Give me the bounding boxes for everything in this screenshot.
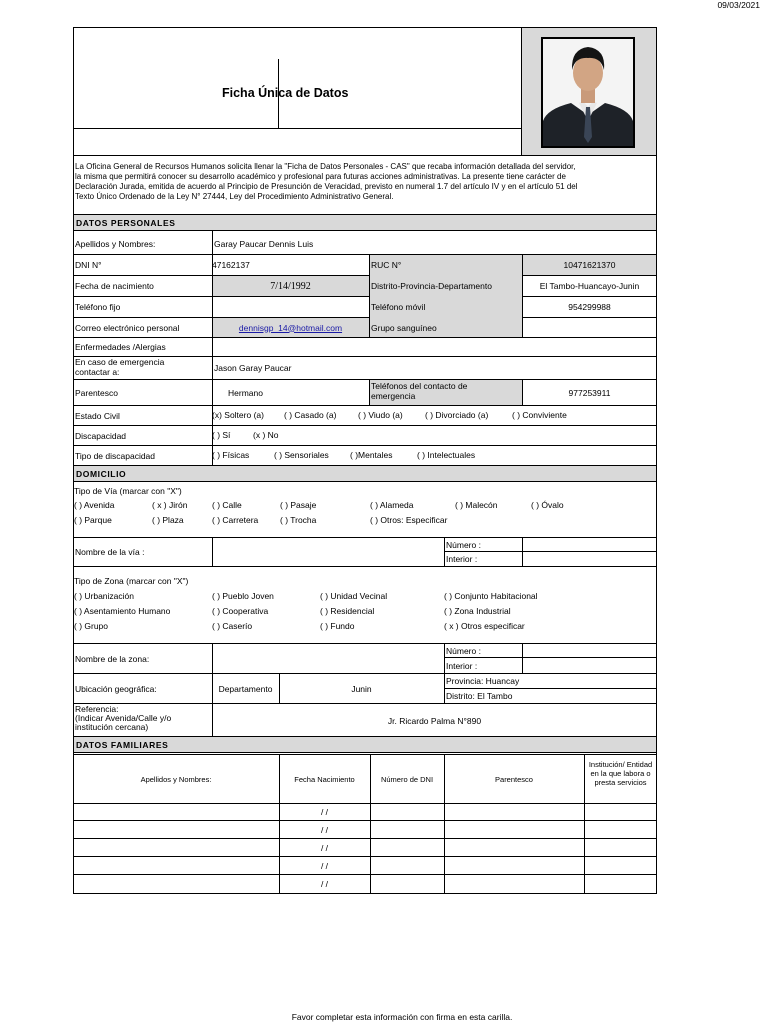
via-option[interactable]: ( ) Trocha — [280, 515, 317, 525]
family-header: Fecha Nacimiento — [294, 774, 355, 784]
reference-value: Jr. Ricardo Palma N°890 — [387, 715, 482, 726]
via-option[interactable]: ( ) Calle — [212, 500, 242, 510]
civil-option[interactable]: ( ) Casado (a) — [284, 410, 337, 420]
dni-label: DNI N° — [75, 260, 102, 270]
department-value: Junin — [351, 683, 372, 694]
zone-option[interactable]: ( ) Pueblo Joven — [212, 591, 274, 601]
disability-type-option[interactable]: ( ) Intelectuales — [417, 450, 476, 460]
disability-label: Discapacidad — [75, 430, 127, 441]
via-number-label: Número : — [446, 539, 481, 550]
print-date: 09/03/2021 — [717, 0, 760, 10]
family-date: / / — [320, 842, 329, 853]
contact-phone-label: Teléfonos del contacto de emergencia — [371, 381, 468, 401]
disability-type-option[interactable]: ( ) Sensoriales — [274, 450, 329, 460]
page-title: Ficha Única de Datos — [222, 86, 349, 100]
zone-option[interactable]: ( ) Grupo — [74, 621, 109, 631]
email-link[interactable]: dennisgp_14@hotmail.com — [238, 322, 343, 333]
family-header: Número de DNI — [380, 774, 434, 784]
dni-value: 47162137 — [212, 260, 250, 270]
civil-option[interactable]: ( ) Conviviente — [512, 410, 567, 420]
family-date: / / — [320, 807, 329, 817]
via-option[interactable]: ( ) Parque — [74, 515, 112, 525]
phone-label: Teléfono fijo — [75, 302, 121, 312]
zone-option[interactable]: ( ) Asentamiento Humano — [74, 606, 171, 616]
phone-value — [212, 297, 216, 317]
zone-option[interactable]: ( ) Cooperativa — [212, 606, 269, 616]
emergency-value: Jason Garay Paucar — [214, 363, 292, 373]
family-date: / / — [320, 824, 329, 835]
geo-district-value: Distrito: El Tambo — [446, 691, 513, 701]
zone-option[interactable]: ( x ) Otros especificar — [444, 621, 525, 631]
zone-option[interactable]: ( ) Fundo — [320, 621, 355, 631]
via-option[interactable]: ( ) Alameda — [370, 500, 414, 510]
civil-option[interactable]: (x) Soltero (a) — [212, 410, 264, 420]
zone-option[interactable]: ( ) Conjunto Habitacional — [444, 591, 538, 601]
ruc-value: 10471621370 — [563, 260, 616, 270]
via-option[interactable]: ( ) Otros: Especificar — [370, 515, 448, 525]
footer-note: Favor completar esta información con firma en esta carilla. — [291, 1012, 513, 1022]
section-domicile: DOMICILIO — [73, 465, 657, 482]
names-value: Garay Paucar Dennis Luis — [214, 239, 314, 249]
via-interior-label: Interior : — [446, 554, 478, 564]
disability-type-option[interactable]: ( ) Físicas — [212, 450, 250, 460]
civil-option[interactable]: ( ) Divorciado (a) — [425, 410, 489, 420]
email-label: Correo electrónico personal — [75, 322, 180, 333]
disability-type-label: Tipo de discapacidad — [75, 450, 156, 461]
profile-photo — [541, 37, 635, 148]
mobile-label: Teléfono móvil — [371, 302, 426, 312]
disability-type-option[interactable]: ( )Mentales — [350, 450, 393, 460]
contact-phone-value: 977253911 — [568, 387, 611, 398]
illness-label: Enfermedades /Alergias — [75, 342, 166, 352]
ruc-label: RUC N° — [371, 260, 402, 270]
reference-label: Referencia: (Indicar Avenida/Calle y/o institución cercana) — [75, 704, 172, 732]
names-label: Apellidos y Nombres: — [75, 239, 156, 249]
zone-option[interactable]: ( ) Residencial — [320, 606, 375, 616]
birth-label: Fecha de nacimiento — [75, 281, 154, 291]
zone-option[interactable]: ( ) Caserío — [212, 621, 253, 631]
disability-option[interactable]: (x ) No — [253, 430, 279, 440]
zone-name-label: Nombre de la zona: — [75, 653, 150, 664]
family-header: Institución/ Entidad en la que labora o presta servicios — [588, 760, 653, 787]
family-date: / / — [320, 879, 329, 889]
zone-number-label: Número : — [446, 645, 481, 656]
geo-label: Ubicación geográfica: — [75, 683, 157, 694]
blood-label: Grupo sanguíneo — [371, 322, 437, 333]
section-family: DATOS FAMILIARES — [73, 736, 657, 753]
relation-value: Hermano — [228, 387, 263, 398]
department-label: Departamento — [218, 683, 273, 694]
zone-type-label: Tipo de Zona (marcar con "X") — [74, 576, 189, 586]
zone-option[interactable]: ( ) Urbanización — [74, 591, 134, 601]
via-option[interactable]: ( x ) Jirón — [152, 500, 188, 510]
via-option[interactable]: ( ) Pasaje — [280, 500, 317, 510]
blood-value — [522, 318, 526, 337]
via-option[interactable]: ( ) Malecón — [455, 500, 498, 510]
section-personal: DATOS PERSONALES — [73, 214, 657, 231]
civil-label: Estado Civil — [75, 410, 120, 421]
via-option[interactable]: ( ) Plaza — [152, 515, 184, 525]
zone-option[interactable]: ( ) Zona Industrial — [444, 606, 511, 616]
emergency-label: En caso de emergencia contactar a: — [75, 357, 165, 377]
province-value: Provincia: Huancay — [446, 676, 520, 686]
zone-interior-label: Interior : — [446, 660, 478, 671]
district-value: El Tambo-Huancayo-Junin — [539, 281, 640, 291]
relation-label: Parentesco — [75, 387, 118, 398]
via-option[interactable]: ( ) Carretera — [212, 515, 259, 525]
via-option[interactable]: ( ) Óvalo — [531, 500, 564, 510]
via-name-label: Nombre de la vía : — [75, 547, 145, 557]
mobile-value: 954299988 — [568, 302, 611, 312]
family-date: / / — [320, 860, 329, 871]
district-label: Distrito-Provincia-Departamento — [371, 281, 492, 291]
birth-value: 7/14/1992 — [270, 280, 311, 292]
family-header: Apellidos y Nombres: — [140, 774, 212, 784]
disability-option[interactable]: ( ) Sí — [212, 430, 231, 440]
family-header: Parentesco — [495, 774, 533, 784]
zone-option[interactable]: ( ) Unidad Vecinal — [320, 591, 388, 601]
via-option[interactable]: ( ) Avenida — [74, 500, 115, 510]
civil-option[interactable]: ( ) Viudo (a) — [358, 410, 403, 420]
intro-text: La Oficina General de Recursos Humanos solicita llenar la "Ficha de Datos Personales - CAS" que recaba información detallada del servidor, la misma que permitirá conocer su desarrollo académico y profesional para futuras acciones administrativas. La presente tiene carácter de Declaración Jurada, emitida de acuerdo al Principio de Presunción de Veracidad, previsto en numeral 1.7 del artículo IV y en el artículo 51 del Texto Único Ordenado de la Ley N° 27444, Ley del Procedimiento Administrativo General. — [75, 162, 578, 201]
via-type-label: Tipo de Vía (marcar con "X") — [74, 486, 182, 496]
